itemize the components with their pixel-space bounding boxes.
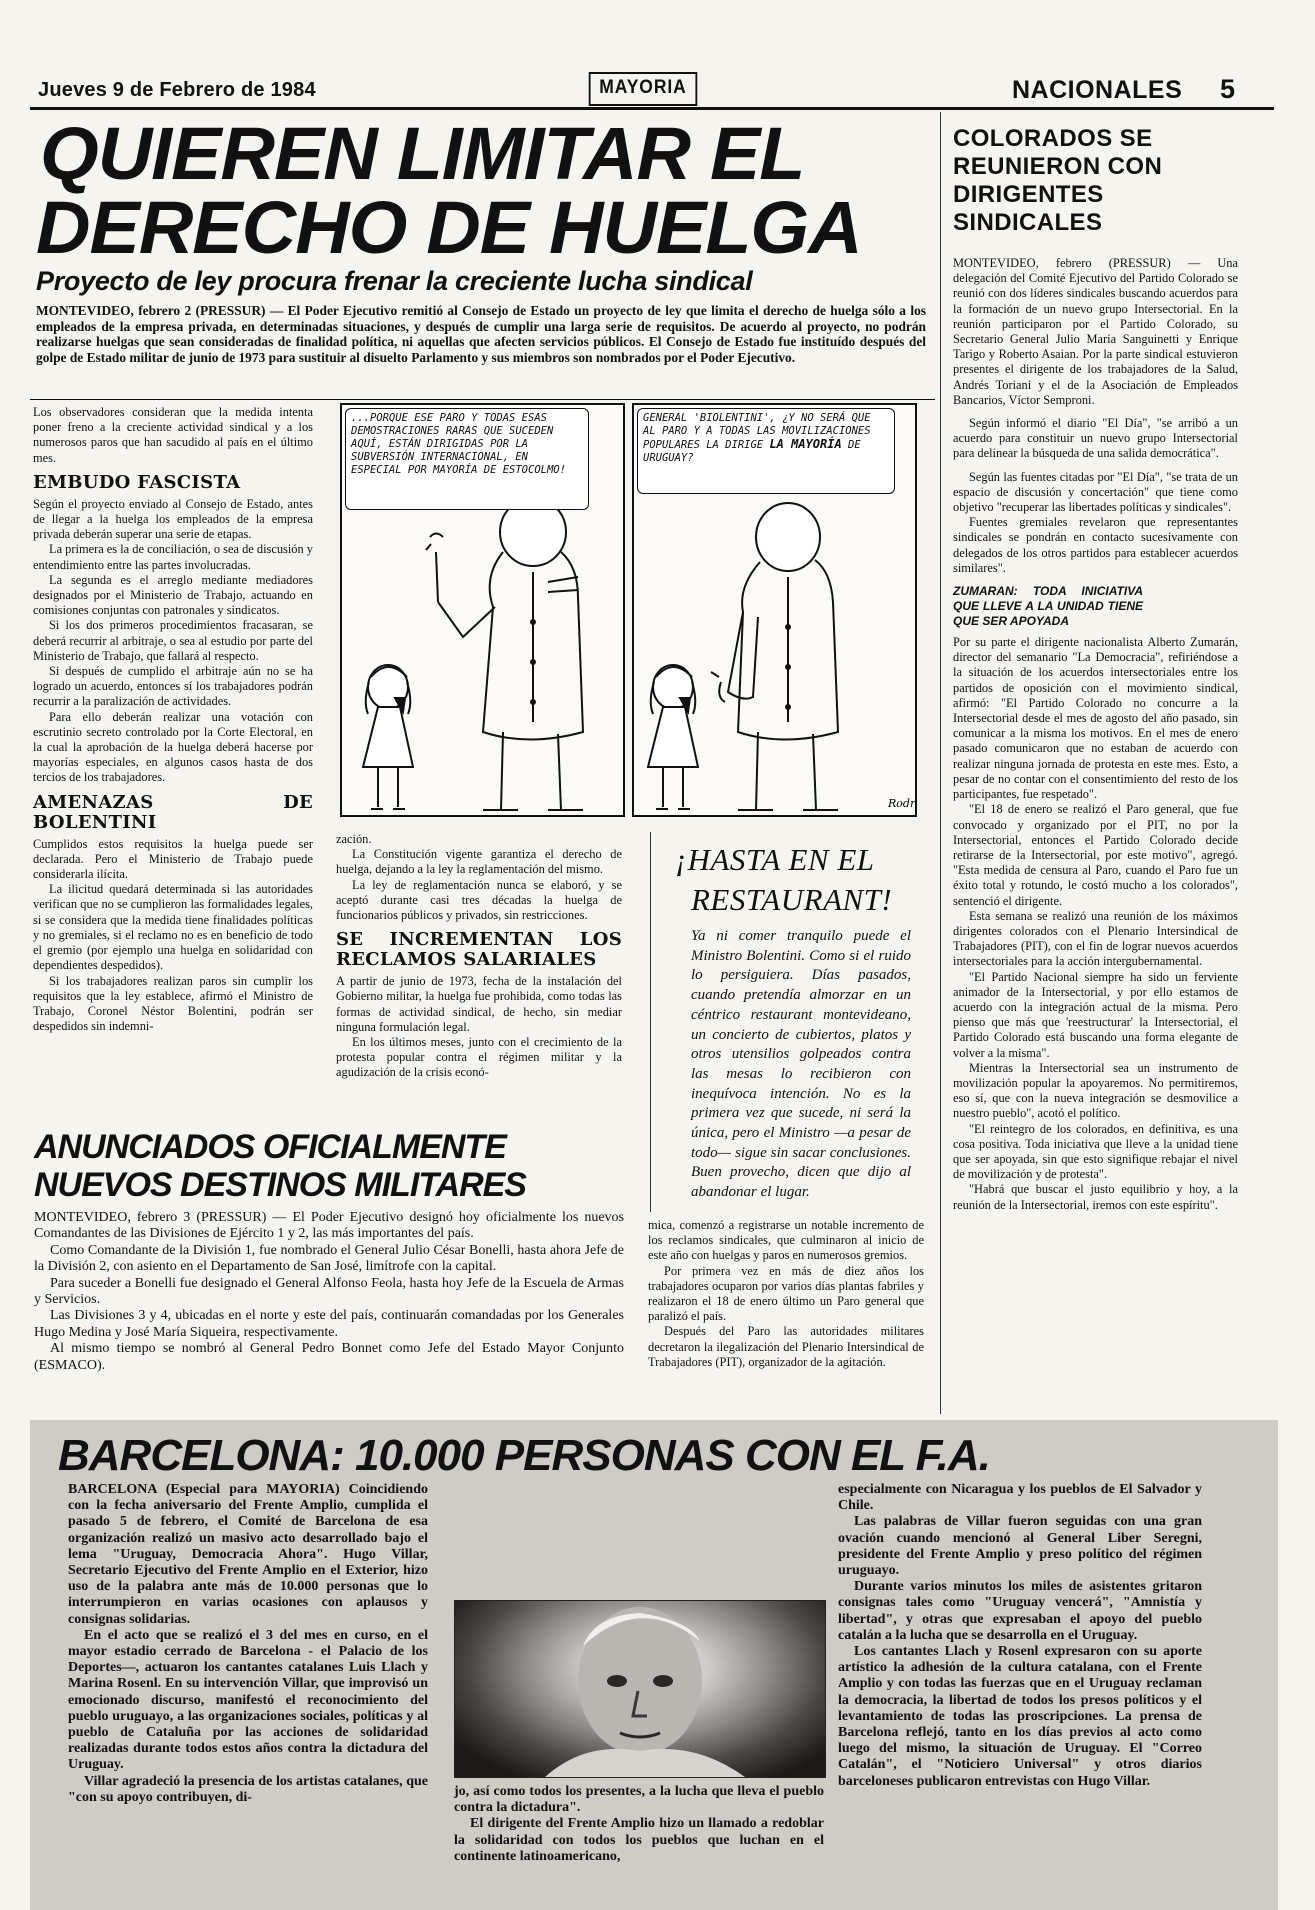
col2-p3: La ley de reglamentación nunca se elaboró, y se aceptó durante casi tres décadas la huelga de funcionarios públicos y privados, sin restricciones. <box>336 877 622 923</box>
col2-p2: La Constitución vigente garantiza el derecho de huelga, dejando a la ley la reglamentación del mismo. <box>336 847 622 877</box>
restaurant-title-1: ¡HASTA EN EL <box>675 842 875 877</box>
lead-rule <box>30 399 935 400</box>
cartoon-bubble-right <box>637 408 895 494</box>
main-lead: MONTEVIDEO, febrero 2 (PRESSUR) — El Poder Ejecutivo remitió al Consejo de Estado un proyecto de ley que limita el derecho de huelga sólo a los empleados de la empresa privada, en determinadas situaciones, y después de cumplir una larga serie de requisitos. De acuerdo al proyecto, no podrán realizarse huelgas que sean consideradas de finalidad política, ni aquellas que afecten servicios públicos. El Consejo de Estado fue instituído después del golpe de Estado militar de junio de 1973 para sustituir al disuelto Parlamento y sus miembros son nombrados por el Poder Ejecutivo. <box>36 303 926 365</box>
page-number: 5 <box>1220 74 1236 104</box>
colorados-p4: Fuentes gremiales revelaron que representantes sindicales se pondrán en contacto sucesivamente con delegados de los otros partidos para establecer acuerdos similares". <box>953 515 1238 575</box>
col-rule-1 <box>940 112 941 1414</box>
cartoon-panel <box>333 402 923 822</box>
military-p3: Para suceder a Bonelli fue designado el General Alfonso Feola, hasta hoy Jefe de la Escuela de Armas y Servicios. <box>34 1275 624 1308</box>
main-col3 <box>648 1218 924 1370</box>
barcelona-col2-p1: jo, así como todos los presentes, a la lucha que lleva el pueblo contra la dictadura". <box>454 1784 824 1816</box>
masthead-logo: MAYORIA <box>589 72 698 106</box>
col1-p7: Cumplidos estos requisitos la huelga puede ser declarada. Pero el Ministerio de Trabajo puede considerarla ilícita. <box>33 836 313 882</box>
col1-p1: Según el proyecto enviado al Consejo de Estado, antes de llegar a la huelga los empleados de la empresa privada deberán superar una serie de etapas. <box>33 496 313 542</box>
main-col1 <box>33 405 313 1034</box>
colorados-p10: "El reintegro de los colorados, en definitiva, es una cosa positiva. Toda iniciativa que lleve a la unidad tiene que ser apoyada, sin que esto signifique rebajar el nivel de movilización y de protesta". <box>953 1121 1238 1182</box>
colorados-p3: Según las fuentes citadas por "El Día", "se trata de un espacio de discusión y concertación" que tiene como objetivo "recuperar las libertades políticas y sindicales". <box>953 469 1238 515</box>
col2-p1: zación. <box>336 832 372 846</box>
colorados-p7: Esta semana se realizó una reunión de los máximos dirigentes colorados con el Plenario Intersindical de Trabajadores (PIT), con el fin de lograr nuevos acuerdos intersectoriales para la acción intergubernamental. <box>953 908 1238 969</box>
barcelona-col3 <box>838 1482 1202 1790</box>
main-headline-line2: DERECHO DE HUELGA <box>36 186 862 269</box>
main-subheadline: Proyecto de ley procura frenar la creciente lucha sindical <box>36 266 753 296</box>
barcelona-col1-p3: Villar agradeció la presencia de los artistas catalanes, que "con su apoyo contribuyen, di- <box>68 1773 428 1805</box>
bubble-right-text-a: GENERAL 'BIOLENTINI', ¿Y NO SERÁ QUE AL PARO Y A TODAS LAS MOVILIZACIONES POPULARES LA DIRIGE <box>643 412 871 451</box>
col1-intro: Los observadores consideran que la medida intenta poner freno a la creciente actividad sindical y a los numerosos paros que han sacudido al país en el último mes. <box>33 405 313 465</box>
col3-p3: Después del Paro las autoridades militares decretaron la ilegalización del Plenario Intersindical de Trabajadores (PIT), organizador de la agitación. <box>648 1324 924 1369</box>
barcelona-col3-p1: especialmente con Nicaragua y los pueblos de El Salvador y Chile. <box>838 1482 1202 1514</box>
subhead-embudo: EMBUDO FASCISTA <box>33 471 241 493</box>
colorados-p1: MONTEVIDEO, febrero (PRESSUR) — Una delegación del Comité Ejecutivo del Partido Colorado se reunió con dos líderes sindicales buscando acuerdos para la formación de un nuevo grupo Intersectorial. En la reunión participaron por el Partido Colorado, su Secretario General Julio María Sanguinetti y Enrique Tarigo y Roberto Asaian. Por la parte sindical estuvieron presentes el dirigente de los trabajadores de la Salud, Andrés Toriani y el de la Asociación de Empleados Bancarios, Víctor Semproni. <box>953 256 1238 407</box>
section-title: NACIONALES <box>1012 76 1183 104</box>
barcelona-headline: BARCELONA: 10.000 PERSONAS CON EL F.A. <box>58 1431 990 1480</box>
bubble-right-mayoria: LA MAYORÍA <box>769 437 842 451</box>
col2-p4: A partir de junio de 1973, fecha de la instalación del Gobierno militar, la huelga fue prohibida, como todas las formas de actividad sindical, de hecho, sin mediar ninguna formulación legal. <box>336 974 622 1034</box>
military-body <box>34 1210 624 1374</box>
military-p1: MONTEVIDEO, febrero 3 (PRESSUR) — El Poder Ejecutivo designó hoy oficialmente los nuevos Comandantes de las Divisiones de Ejército 1 y 2, las más importantes del país. <box>34 1210 624 1242</box>
colorados-p9: Mientras la Intersectorial sea un instrumento de movilización popular la apoyaremos. No permitiremos, eso sí, que con la nueva integración se desmovilice a nuestro pueblo", acotó el político. <box>953 1060 1238 1121</box>
restaurant-box <box>650 832 925 1212</box>
barcelona-col2 <box>454 1784 824 1865</box>
col1-p4: Si los dos primeros procedimientos fracasaran, se deberá recurrir al arbitraje, o sea al estudio por parte del Ministerio de Trabajo, que fallará al respecto. <box>33 618 313 663</box>
barcelona-col1-p1: BARCELONA (Especial para MAYORIA) Coincidiendo con la fecha aniversario del Frente Amplio, cumplida el pasado 5 de febrero, el Comité de Barcelona de esa organización realizó un masivo acto desarrollado bajo el lema "Uruguay, Democracia Ahora". Hugo Villar, Secretario Ejecutivo del Frente Amplio en el Exterior, hizo uso de la palabra ante más de 10.000 personas que lo interrumpieron en varias ocasiones con aplausos y consignas solidarias. <box>68 1482 428 1627</box>
military-headline-2: NUEVOS DESTINOS MILITARES <box>34 1166 526 1204</box>
col1-p9: Si los trabajadores realizan paros sin cumplir los requisitos que la ley establece, afirmó el Ministro de Trabajo, Coronel Néstor Bolentini, podrán ser despedidos sin indemni- <box>33 973 313 1034</box>
restaurant-title-2: RESTAURANT! <box>691 882 893 917</box>
col1-p8: La ilicitud quedará determinada si las autoridades verifican que no se cumplieron las formalidades legales, si se considera que la medida tiene finalidades políticas y no gremiales, si el reclamo no es en beneficio de todo el gremio (por ejemplo una huelga en solidaridad con dependientes despedidos). <box>33 882 313 973</box>
barcelona-col1-p2: En el acto que se realizó el 3 del mes en curso, en el mayor estadio cerrado de Barcelona - el Palacio de los Deportes—, actuaron los cantantes catalanes Luis Llach y Marina Rosenl. En su intervención Villar, que improvisó un emocionado discurso, manifestó el reconocimiento del pueblo uruguayo, a las organizaciones sociales, políticas y al pueblo de Cataluña por las acciones de solidaridad realizadas durante todos estos años contra la dictadura del Uruguay. <box>68 1627 428 1773</box>
barcelona-col2-p2: El dirigente del Frente Amplio hizo un llamado a redoblar la solidaridad con todos los pueblos que luchan en el continente latinoamericano, <box>454 1816 824 1864</box>
col1-p2: La primera es la de conciliación, o sea de discusión y entendimiento entre las partes involucradas. <box>33 542 313 572</box>
colorados-p5: Por su parte el dirigente nacionalista Alberto Zumarán, director del semanario "La Democracia", refiriéndose a la situación de los acuerdos intersectoriales entre los partidos de oposición con el movimiento sindical, afirmó: "El Partido Colorado no concurre a la Intersectorial desde el mes de agosto del año pasado, sin comunicar a la misma los motivos. En el mes de enero pasado comunicaron que no estaban de acuerdo con realizar ninguna jornada de protesta en este mes. Esto, a pesar de no contar con el consentimiento del resto de los participantes, fue respetado". <box>953 635 1238 802</box>
main-col2 <box>336 832 622 1081</box>
restaurant-body: Ya ni comer tranquilo puede el Ministro Bolentini. Como si el ruido lo persiguiera. Días pasados, cuando pretendía almorzar en un céntrico restaurant montevideano, un concierto de cubiertos, platos y otros utensilios golpeados contra las mesas lo recibieron con inequívoca intención. No es la primera vez que sucede, ni será la única, pero el Ministro —a pesar de todo— sigue sin sacar conclusiones. Buen provecho, dicen que dijo al abandonar el lugar. <box>691 928 911 1201</box>
colorados-p6: "El 18 de enero se realizó el Paro general, que fue convocado y organizado por el PIT, no por la Intersectorial, entonces el Partido Colorado decide retirarse de la Intersectorial, por este motivo", agregó. "Esta medida de censura al Paro, cuando el Paro fue un éxito total y rotundo, le costó mucho a los colorados", sentenció el dirigente. <box>953 802 1238 908</box>
bubble-right-text-c: DE URUGUAY? <box>643 439 861 464</box>
military-p5: Al mismo tiempo se nombró al General Pedro Bonnet como Jefe del Estado Mayor Conjunto (ESMACO). <box>34 1341 624 1373</box>
colorados-p8: "El Partido Nacional siempre ha sido un ferviente animador de la Intersectorial, y por ello estamos de acuerdo con la integración actual de la misma. Pero pienso que más que 'reestructurar' la Intersectorial, el Partido Colorado está buscando una forma elegante de volver a la misma". <box>953 969 1238 1060</box>
col1-p5: Si después de cumplido el arbitraje aún no se ha logrado un acuerdo, entonces sí los trabajadores podrán recurrir a la paralización de actividades. <box>33 664 313 709</box>
colorados-headline: COLORADOS SE REUNIERON CON DIRIGENTES SINDICALES <box>953 125 1163 236</box>
military-p2: Como Comandante de la División 1, fue nombrado el General Julio César Bonelli, hasta ahora Jefe de la División 2, con asiento en el Departamento de San José, limítrofe con la capital. <box>34 1242 624 1275</box>
barcelona-col3-p3: Durante varios minutos los miles de asistentes gritaron consignas tales como "Uruguay vencerá", "Amnistía y libertad", y otras que expresaban el apoyo del pueblo catalán a la lucha que se desarrolla en el Uruguay. <box>838 1579 1202 1643</box>
colorados-subhead: ZUMARAN: TODA INICIATIVA QUE LLEVE A LA UNIDAD TIENE QUE SER APOYADA <box>953 584 1143 629</box>
colorados-p2: Según informó el diario "El Día", "se arribó a un acuerdo para constituir un nuevo grupo Intersectorial para delinear la búsqueda de una salida democrática". <box>953 416 1238 461</box>
barcelona-col1 <box>68 1482 428 1806</box>
col3-p1: mica, comenzó a registrarse un notable incremento de los reclamos sindicales, que culminaron al inicio de este año con huelgas y paros en numerosos gremios. <box>648 1218 924 1263</box>
main-headline-line1: QUIEREN LIMITAR EL <box>40 112 805 195</box>
subhead-amenazas: AMENAZAS DE BOLENTINI <box>33 791 313 833</box>
cartoon-signature: Rodr. <box>888 797 918 810</box>
colorados-body <box>953 256 1238 1213</box>
col2-p5: En los últimos meses, junto con el crecimiento de la protesta popular contra el régimen militar y la agudización de la crisis econó- <box>336 1035 622 1080</box>
military-headline-1: ANUNCIADOS OFICIALMENTE <box>34 1128 506 1166</box>
header-rule <box>30 107 1274 110</box>
portrait-shape <box>455 1601 825 1777</box>
cartoon-bubble-left: ...PORQUE ESE PARO Y TODAS ESAS DEMOSTRACIONES RARAS QUE SUCEDEN AQUÍ, ESTÁN DIRIGIDAS POR LA SUBVERSIÓN INTERNACIONAL, EN ESPECIAL POR MAYORÍA DE ESTOCOLMO! <box>345 408 589 510</box>
col3-p2: Por primera vez en más de diez años los trabajadores ocuparon por varios días plantas fabriles y realizaron el 18 de enero último un Paro general que paralizó el país. <box>648 1263 924 1324</box>
page-date: Jueves 9 de Febrero de 1984 <box>38 79 316 101</box>
colorados-p11: "Habrá que buscar el justo equilibrio y hoy, a la reunión de la Intersectorial, iremos con este espíritu". <box>953 1182 1238 1212</box>
subhead-reclamos: SE INCREMENTAN LOS RECLAMOS SALARIALES <box>336 929 622 971</box>
col1-p6: Para ello deberán realizar una votación con escrutinio secreto controlado por la Corte Electoral, en la cual la aprobación de la huelga deberá hacerse por mayorías especiales, en algunos casos hasta de dos tercios de los trabajadores. <box>33 709 313 785</box>
military-p4: Las Divisiones 3 y 4, ubicadas en el norte y este del país, continuarán comandadas por los Generales Hugo Medina y José María Siqueira, respectivamente. <box>34 1308 624 1340</box>
barcelona-col3-p2: Las palabras de Villar fueron seguidas con una gran ovación cuando mencionó al General Liber Seregni, presidente del Frente Amplio y preso político del régimen uruguayo. <box>838 1514 1202 1579</box>
col1-p3: La segunda es el arreglo mediante mediadores designados por el Ministerio de Trabajo, actuando en comisiones conjuntas con patronales y sindicatos. <box>33 572 313 618</box>
barcelona-col3-p4: Los cantantes Llach y Rosenl expresaron con su aporte artístico la adhesión de la cultura catalana, con el Frente Amplio y con todas las fuerzas que en el Uruguay reclaman la democracia, la libertad de todos los presos políticos y el levantamiento de todas las proscripciones. La prensa de Barcelona reflejó, tanto en los días previos al acto como luego del mismo, la situación de Uruguay. El "Correo Catalán", el "Noticiero Universal" y otros diarios barceloneses publicaron entrevistas con Hugo Villar. <box>838 1644 1202 1789</box>
hugo-villar-photo <box>454 1600 826 1778</box>
